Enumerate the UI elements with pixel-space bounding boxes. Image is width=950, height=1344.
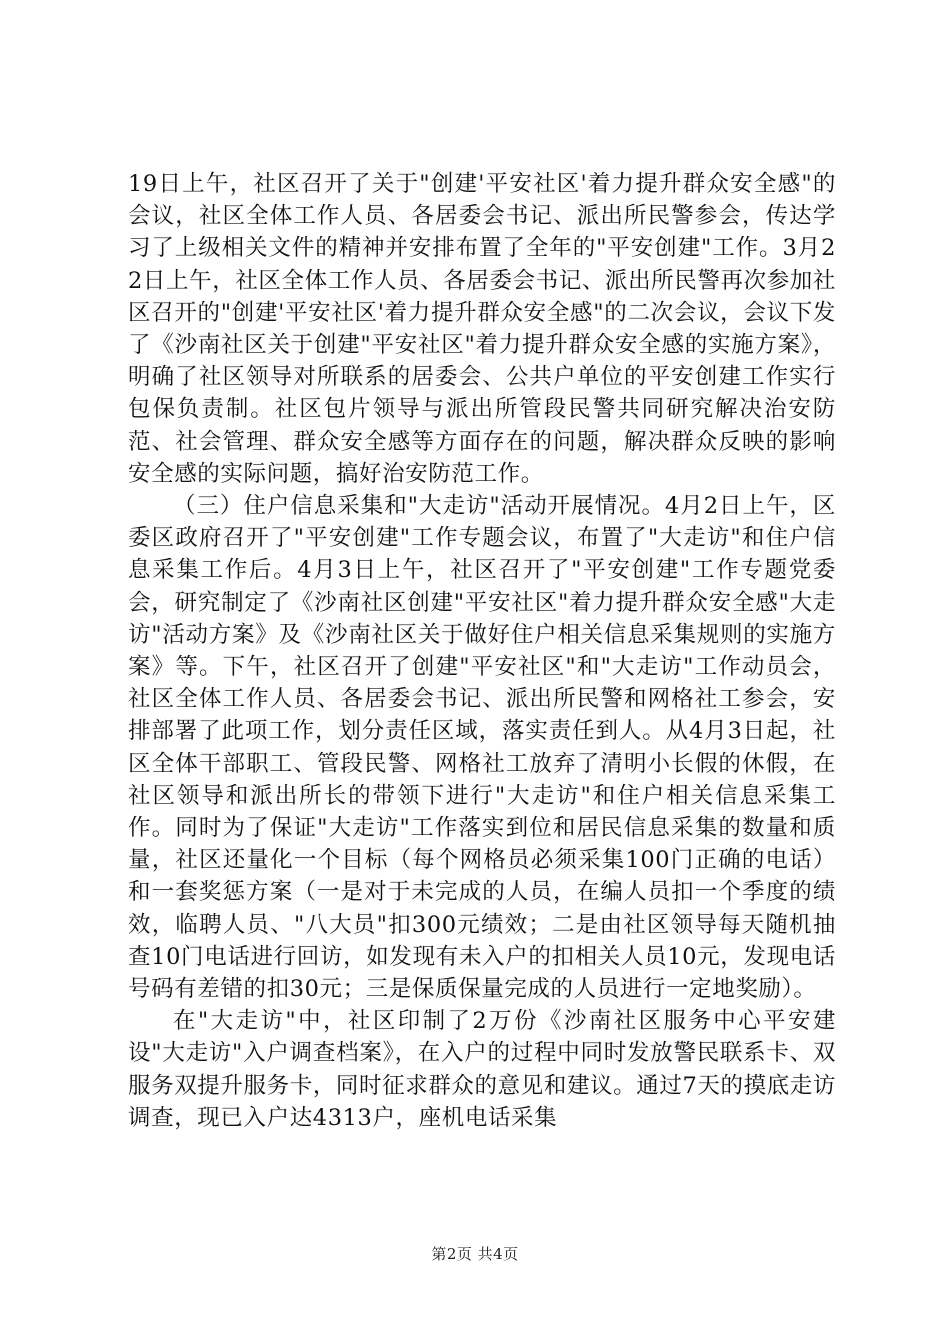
paragraph-continuation: 19日上午，社区召开了关于"创建'平安社区'着力提升群众安全感"的会议，社区全体工作人员、各居委会书记、派出所民警参会，传达学习了上级相关文件的精神并安排布置了全年的"平安创建"工作。3月22日上午，社区全体工作人员、各居委会书记、派出所民警再次参加社区召开的"创建'平安社区'着力提升群众安全感"的二次会议，会议下发了《沙南社区关于创建"平安社区"着力提升群众安全感的实施方案》，明确了社区领导对所联系的居委会、公共户单位的平安创建工作实行包保负责制。社区包片领导与派出所管段民警共同研究解决治安防范、社会管理、群众安全感等方面存在的问题，解决群众反映的影响安全感的实际问题，搞好治安防范工作。 xyxy=(128,171,836,487)
document-body xyxy=(128,168,836,1134)
paragraph-section-three: （三）住户信息采集和"大走访"活动开展情况。4月2日上午，区委区政府召开了"平安创建"工作专题会议，布置了"大走访"和住户信息采集工作后。4月3日上午，社区召开了"平安创建"工作专题党委会，研究制定了《沙南社区创建"平安社区"着力提升群众安全感"大走访"活动方案》及《沙南社区关于做好住户相关信息采集规则的实施方案》等。下午，社区召开了创建"平安社区"和"大走访"工作动员会，社区全体工作人员、各居委会书记、派出所民警和网格社工参会，安排部署了此项工作，划分责任区域，落实责任到人。从4月3日起，社区全体干部职工、管段民警、网格社工放弃了清明小长假的休假，在社区领导和派出所长的带领下进行"大走访"和住户相关信息采集工作。同时为了保证"大走访"工作落实到位和居民信息采集的数量和质量，社区还量化一个目标（每个网格员必须采集100门正确的电话）和一套奖惩方案（一是对于未完成的人员，在编人员扣一个季度的绩效，临聘人员、"八大员"扣300元绩效；二是由社区领导每天随机抽查10门电话进行回访，如发现有未入户的扣相关人员10元，发现电话号码有差错的扣30元；三是保质保量完成的人员进行一定地奖励）。 xyxy=(128,493,836,1003)
page-number-footer: 第2页 共4页 xyxy=(431,1245,519,1263)
paragraph-big-visit: 在"大走访"中，社区印制了2万份《沙南社区服务中心平安建设"大走访"入户调查档案》，在入户的过程中同时发放警民联系卡、双服务双提升服务卡，同时征求群众的意见和建议。通过7天的摸底走访调查，现已入户达4313户，座机电话采集 xyxy=(128,1008,836,1131)
